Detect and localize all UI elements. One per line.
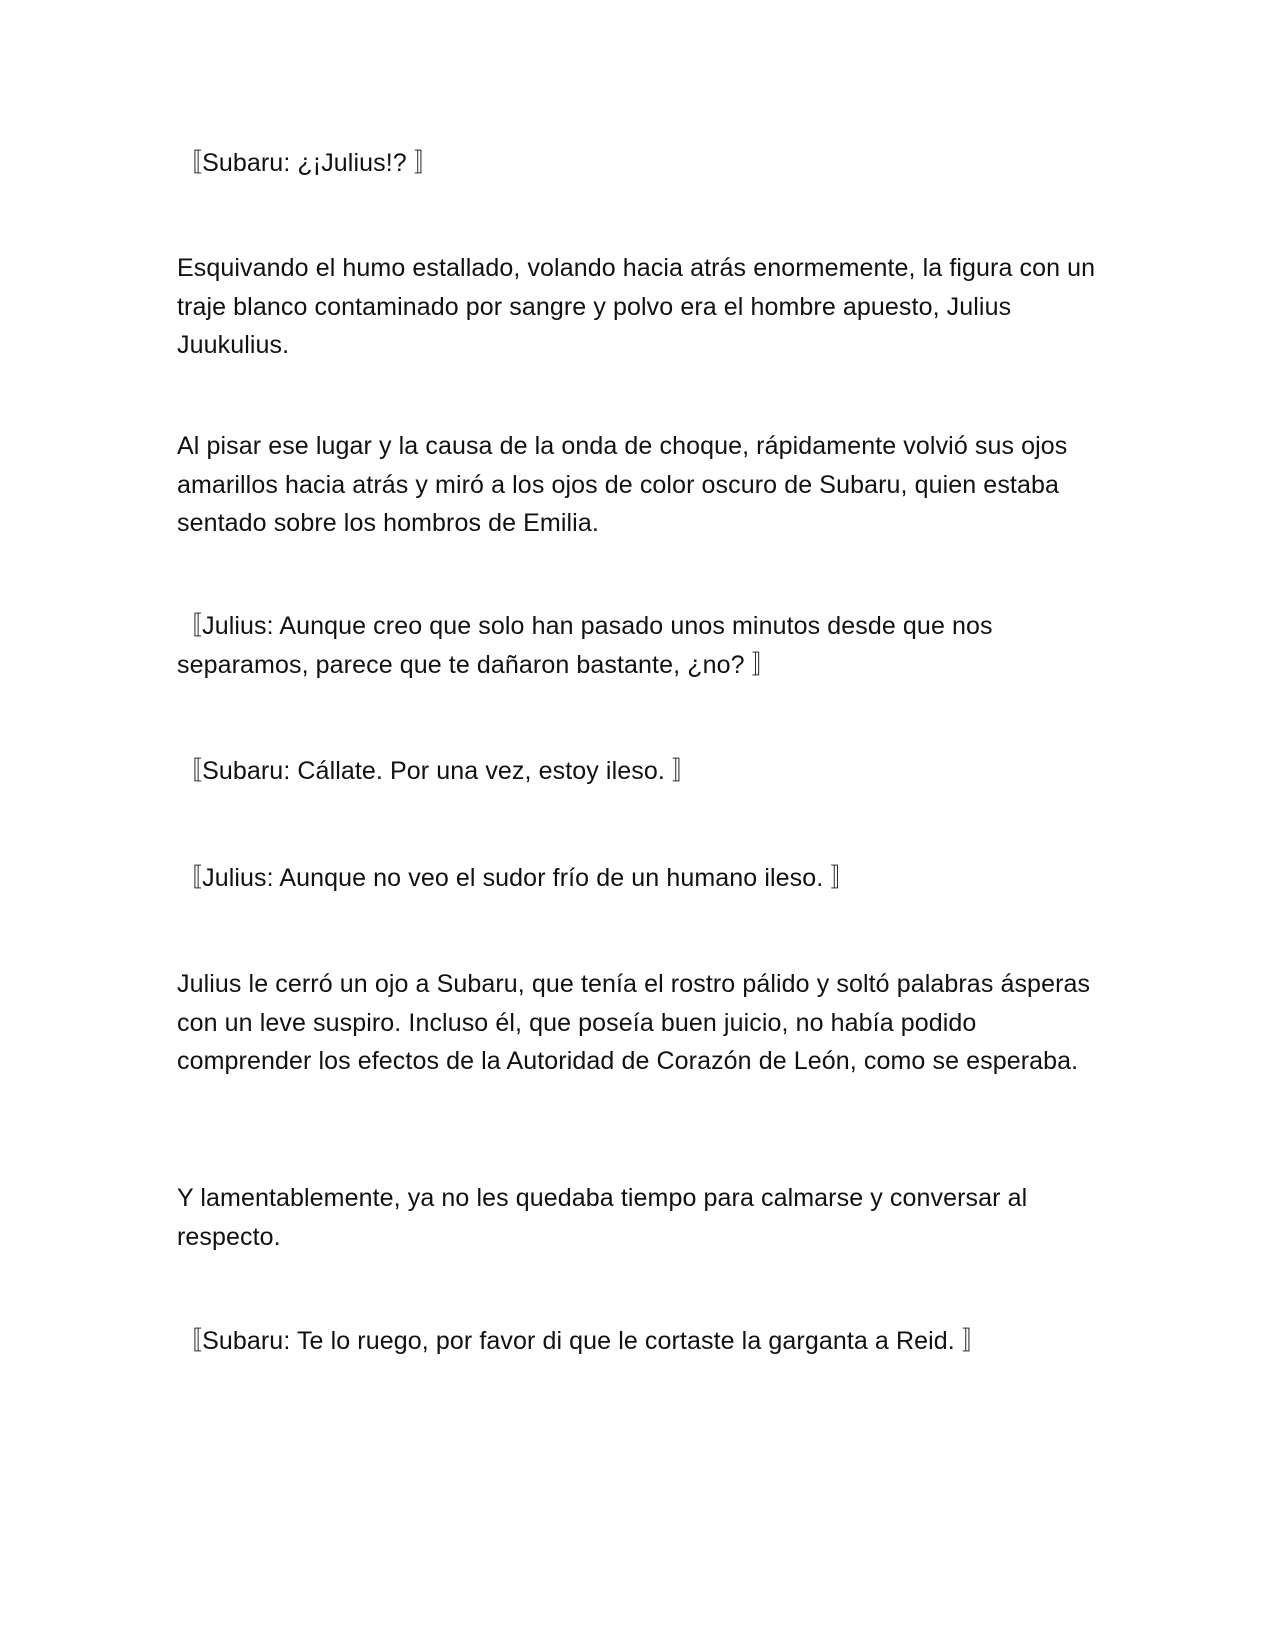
narration-paragraph-4: Y lamentablemente, ya no les quedaba tiempo para calmarse y conversar al respecto.	[177, 1184, 1028, 1251]
dialogue-julius-sudor: 〚Julius: Aunque no veo el sudor frío de un humano ileso. 〛	[177, 864, 856, 892]
dialogue-subaru-reid: 〚Subaru: Te lo ruego, por favor di que le cortaste la garganta a Reid. 〛	[177, 1327, 987, 1355]
narration-paragraph-1: Esquivando el humo estallado, volando hacia atrás enormemente, la figura con un traje blanco contaminado por sangre y polvo era el hombre apuesto, Julius Juukulius.	[177, 254, 1096, 359]
narration-paragraph-3: Julius le cerró un ojo a Subaru, que tenía el rostro pálido y soltó palabras ásperas con un leve suspiro. Incluso él, que poseía buen juicio, no había podido comprender los efectos de la Autoridad de Corazón de León, como se esperaba.	[177, 970, 1091, 1075]
dialogue-subaru-callate: 〚Subaru: Cállate. Por una vez, estoy ileso. 〛	[177, 757, 698, 785]
dialogue-subaru-julius-shout: 〚Subaru: ¿¡Julius!? 〛	[177, 149, 439, 177]
narration-paragraph-2: Al pisar ese lugar y la causa de la onda de choque, rápidamente volvió sus ojos amarillos hacia atrás y miró a los ojos de color oscuro de Subaru, quien estaba sentado sobre los hombros de Emilia.	[177, 432, 1068, 537]
dialogue-julius-minutes: 〚Julius: Aunque creo que solo han pasado unos minutos desde que nos separamos, parece que te dañaron bastante, ¿no? 〛	[177, 612, 993, 679]
